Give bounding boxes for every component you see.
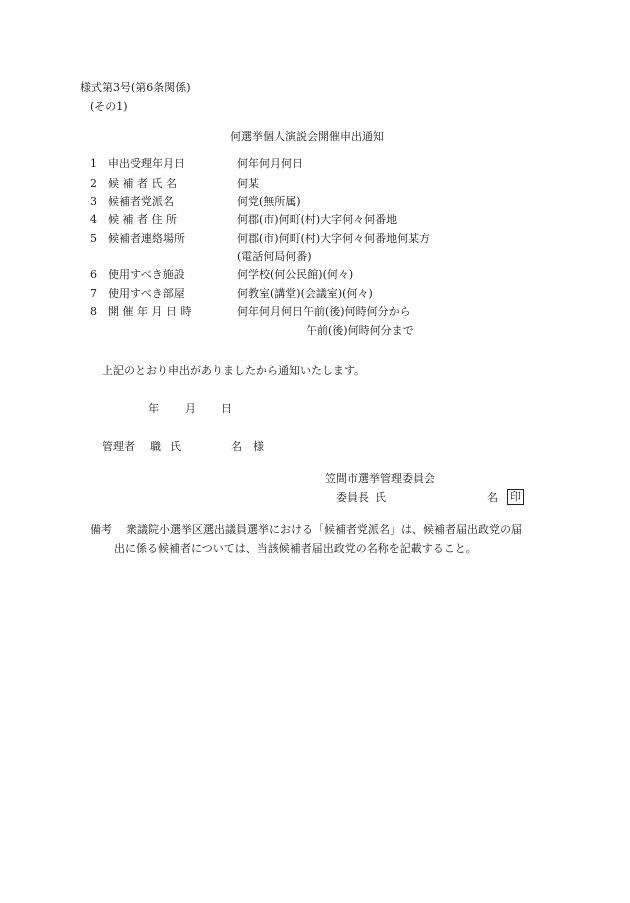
issuer-shi: 氏 <box>375 491 386 504</box>
item-label: 候 補 者 氏 名 <box>108 177 177 190</box>
issuer-position: 委員長 <box>336 491 369 504</box>
item-value: 何年何月何日午前(後)何時何分から <box>237 305 411 318</box>
date-year: 年 <box>148 402 159 415</box>
item-value: 何教室(講堂)(会議室)(何々) <box>237 287 373 300</box>
issuer-organization: 笠間市選挙管理委員会 <box>325 472 435 485</box>
item-label: 使用すべき部屋 <box>108 287 185 300</box>
item-value-continued: 午前(後)何時何分まで <box>306 324 414 337</box>
item-number: 4 <box>90 213 97 226</box>
seal-label: 印 <box>507 489 524 505</box>
notice-text: 上記のとおり申出がありましたから通知いたします。 <box>102 364 366 377</box>
item-number: 1 <box>90 157 97 170</box>
addressee-shoku: 職 <box>150 440 161 453</box>
form-sub-number: (その1) <box>90 100 128 113</box>
item-value: 何年何月何日 <box>237 157 303 170</box>
item-value: 何党(無所属) <box>237 195 301 208</box>
addressee-title: 管理者 <box>102 440 135 453</box>
item-number: 5 <box>90 232 97 245</box>
document-title: 何選挙個人演説会開催申出通知 <box>230 130 384 143</box>
addressee-shi: 氏 <box>170 440 181 453</box>
addressee-honorific: 様 <box>253 440 264 453</box>
addressee-name-suffix: 名 <box>231 440 242 453</box>
date-month: 月 <box>185 402 196 415</box>
form-number: 様式第3号(第6条関係) <box>80 81 191 94</box>
item-value-continued: (電話何局何番) <box>237 250 312 263</box>
item-number: 7 <box>90 287 97 300</box>
remarks-line-2: 出に係る候補者については、当該候補者届出政党の名称を記載すること。 <box>114 542 477 555</box>
item-label: 候補者党派名 <box>108 195 174 208</box>
date-day: 日 <box>221 402 232 415</box>
item-label: 開 催 年 月 日 時 <box>108 305 192 318</box>
remarks-label: 備考 <box>90 523 112 536</box>
item-number: 3 <box>90 195 97 208</box>
item-value: 何某 <box>237 177 259 190</box>
seal-mark <box>507 489 524 505</box>
issuer-name-char: 名 <box>487 491 498 504</box>
item-value: 何学校(何公民館)(何々) <box>237 268 354 281</box>
item-label: 使用すべき施設 <box>108 268 185 281</box>
item-number: 6 <box>90 268 97 281</box>
item-value: 何郡(市)何町(村)大字何々何番地何某方 <box>237 232 431 245</box>
remarks-line-1: 衆議院小選挙区選出議員選挙における「候補者党派名」は、候補者届出政党の届 <box>126 523 522 536</box>
item-label: 候補者連絡場所 <box>108 232 185 245</box>
item-label: 候 補 者 住 所 <box>108 213 177 226</box>
item-number: 2 <box>90 177 97 190</box>
item-label: 申出受理年月日 <box>108 157 185 170</box>
item-number: 8 <box>90 305 97 318</box>
item-value: 何郡(市)何町(村)大字何々何番地 <box>237 213 398 226</box>
